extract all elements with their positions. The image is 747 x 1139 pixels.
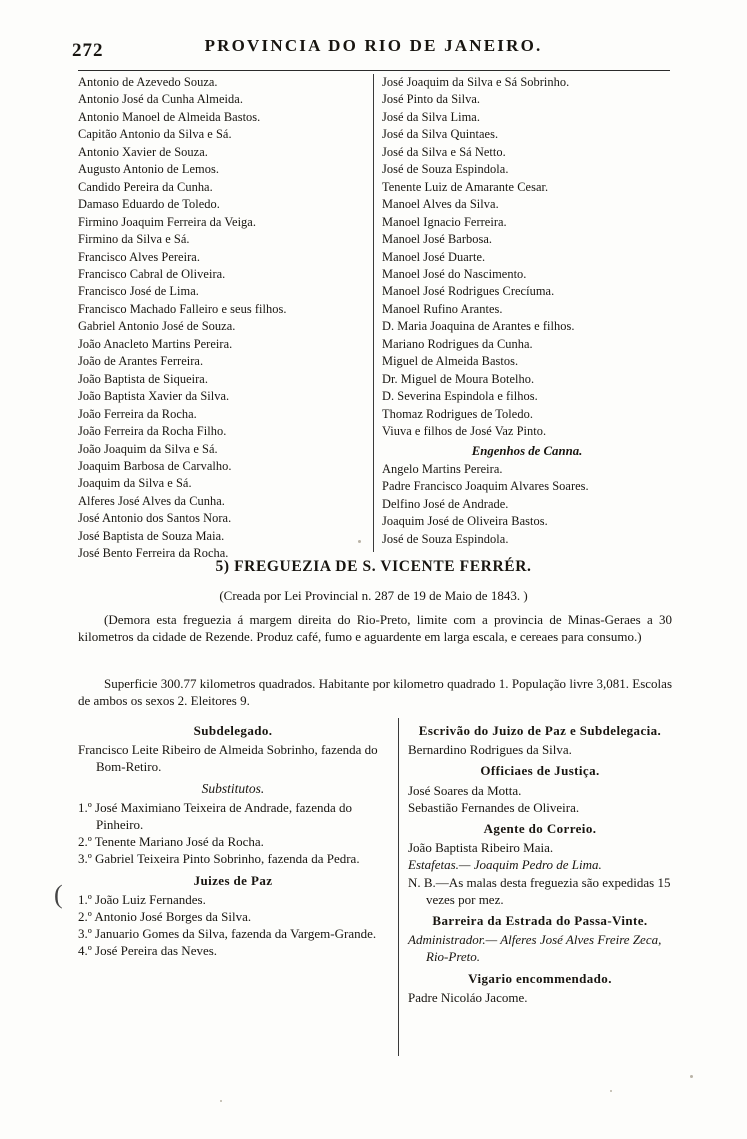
list-item: Antonio de Azevedo Souza. xyxy=(78,75,218,89)
header-rule xyxy=(78,70,670,71)
page-speck xyxy=(358,540,361,543)
list-item: Manoel Rufino Arantes. xyxy=(382,301,503,316)
list-item: Angelo Martins Pereira. xyxy=(382,461,503,476)
page-speck xyxy=(690,1075,693,1078)
page-folio: 272 xyxy=(72,40,104,61)
list-item: Francisco José de Lima. xyxy=(78,284,199,299)
list-item: Manoel Alves da Silva. xyxy=(382,197,499,212)
name-list-columns xyxy=(78,74,672,561)
agente-entry: João Baptista Ribeiro Maia. xyxy=(408,840,554,856)
list-item: Francisco Machado Falleiro e seus filhos. xyxy=(78,301,287,316)
list-item: Manoel José Duarte. xyxy=(382,249,486,264)
list-item: Firmino Joaquim Ferreira da Veiga. xyxy=(78,214,256,229)
list-item: João Baptista Xavier da Silva. xyxy=(78,389,230,404)
list-item: Viuva e filhos de José Vaz Pinto. xyxy=(382,424,547,439)
page-speck xyxy=(220,1100,222,1102)
offices-column-left xyxy=(78,718,388,960)
list-item: D. Severina Espindola e filhos. xyxy=(382,389,538,404)
list-item: Francisco Alves Pereira. xyxy=(78,249,200,264)
barreira-heading: Barreira da Estrada do Passa-Vinte. xyxy=(432,913,648,929)
margin-mark: ( xyxy=(54,880,63,909)
subdelegado-heading: Subdelegado. xyxy=(193,723,273,738)
list-item: Padre Francisco Joaquim Alvares Soares. xyxy=(382,479,589,494)
list-item: Antonio Xavier de Souza. xyxy=(78,144,208,159)
list-item: José de Souza Espindola. xyxy=(382,531,509,546)
escrivao-entry: Bernardino Rodrigues da Silva. xyxy=(408,742,572,758)
list-item: Antonio Manoel de Almeida Bastos. xyxy=(78,109,261,124)
section-paragraph-2: Superficie 300.77 kilometros quadrados. Habitante por kilometro quadrado 1. População livre 3,081. Escolas de ambos os sexos 2. Eleitores 9. xyxy=(78,676,672,708)
vigario-heading: Vigario encommendado. xyxy=(468,970,612,986)
administrador-entry: Administrador.— Alferes José Alves Freire Zeca, Rio-Preto. xyxy=(408,932,662,965)
offices-column-right xyxy=(408,718,672,1006)
list-item: 2.º Antonio José Borges da Silva. xyxy=(78,909,252,925)
list-item: Thomaz Rodrigues de Toledo. xyxy=(382,406,533,421)
list-item: Gabriel Antonio José de Souza. xyxy=(78,319,236,334)
list-item: Miguel de Almeida Bastos. xyxy=(382,354,519,369)
subdelegado-entry: Francisco Leite Ribeiro de Almeida Sobrinho, fazenda do Bom-Retiro. xyxy=(78,742,378,775)
list-item: Capitão Antonio da Silva e Sá. xyxy=(78,127,232,142)
list-item: Joaquim Barbosa de Carvalho. xyxy=(78,458,232,473)
list-item: João Joaquim da Silva e Sá. xyxy=(78,441,218,456)
list-item: 2.º Tenente Mariano José da Rocha. xyxy=(78,834,264,850)
list-item: Dr. Miguel de Moura Botelho. xyxy=(382,371,535,386)
vigario-entry: Padre Nicoláo Jacome. xyxy=(408,989,528,1005)
list-item: Tenente Luiz de Amarante Cesar. xyxy=(382,179,549,194)
list-item: José Antonio dos Santos Nora. xyxy=(78,511,232,526)
offices-columns xyxy=(78,718,672,1058)
list-item: 4.º José Pereira das Neves. xyxy=(78,943,218,959)
list-item: Damaso Eduardo de Toledo. xyxy=(78,197,220,212)
page-header xyxy=(0,36,747,56)
list-item: José de Souza Espindola. xyxy=(382,162,509,177)
offices-column-divider xyxy=(398,718,399,1056)
agente-do-correio-heading: Agente do Correio. xyxy=(483,821,597,837)
list-item: Manoel José do Nascimento. xyxy=(382,266,527,281)
page-speck xyxy=(610,1090,612,1092)
substitutos-heading: Substitutos. xyxy=(201,780,265,796)
list-item: Firmino da Silva e Sá. xyxy=(78,232,190,247)
list-item: 1.º João Luiz Fernandes. xyxy=(78,891,206,907)
list-item: Augusto Antonio de Lemos. xyxy=(78,162,219,177)
list-item: José da Silva Lima. xyxy=(382,109,480,124)
nota-bene: N. B.—As malas desta freguezia são expedidas 15 vezes por mez. xyxy=(408,874,671,907)
list-item: José da Silva e Sá Netto. xyxy=(382,144,506,159)
name-column-left xyxy=(78,74,368,563)
list-item: José da Silva Quintaes. xyxy=(382,127,499,142)
list-item: Joaquim José de Oliveira Bastos. xyxy=(382,514,548,529)
page-header-title: PROVINCIA DO RIO DE JANEIRO. xyxy=(204,36,543,55)
list-item: José Bento Ferreira da Rocha. xyxy=(78,546,229,561)
list-item: João de Arantes Ferreira. xyxy=(78,354,204,369)
name-column-right xyxy=(382,74,672,548)
juizes-de-paz-heading: Juizes de Paz xyxy=(193,872,273,888)
list-item: D. Maria Joaquina de Arantes e filhos. xyxy=(382,319,575,334)
list-item: Manoel Ignacio Ferreira. xyxy=(382,214,507,229)
list-item: João Ferreira da Rocha Filho. xyxy=(78,424,227,439)
list-item: Manoel José Rodrigues Crecíuma. xyxy=(382,284,555,299)
list-item: Antonio José da Cunha Almeida. xyxy=(78,92,243,107)
list-item: José Pinto da Silva. xyxy=(382,92,481,107)
escrivao-heading: Escrivão do Juizo de Paz e Subdelegacia. xyxy=(418,723,662,738)
list-item: Joaquim da Silva e Sá. xyxy=(78,476,192,491)
list-item: Manoel José Barbosa. xyxy=(382,232,493,247)
list-item: Sebastião Fernandes de Oliveira. xyxy=(408,799,580,815)
list-item: Francisco Cabral de Oliveira. xyxy=(78,266,226,281)
list-item: 1.º José Maximiano Teixeira de Andrade, fazenda do Pinheiro. xyxy=(78,799,352,833)
section-title: 5) FREGUEZIA DE S. VICENTE FERRÉR. xyxy=(215,558,532,575)
list-item: Candido Pereira da Cunha. xyxy=(78,179,213,194)
engenhos-de-canna-heading: Engenhos de Canna. xyxy=(471,443,583,458)
list-item: Mariano Rodrigues da Cunha. xyxy=(382,336,533,351)
list-item: José Joaquim da Silva e Sá Sobrinho. xyxy=(382,75,570,89)
section-paragraph-1: (Demora esta freguezia á margem direita do Rio-Preto, limite com a provincia de Minas-Geraes a 30 kilometros da cidade de Rezende. Produz café, fumo e aguardente em larga escala, e cereaes para consumo.) xyxy=(78,612,672,644)
list-item: José Baptista de Souza Maia. xyxy=(78,528,225,543)
list-item: José Soares da Motta. xyxy=(408,782,522,798)
officiaes-de-justica-heading: Officiaes de Justiça. xyxy=(480,763,600,779)
list-item: João Baptista de Siqueira. xyxy=(78,371,208,386)
list-item: Delfino José de Andrade. xyxy=(382,496,509,511)
list-item: João Ferreira da Rocha. xyxy=(78,406,197,421)
section-subtitle: (Creada por Lei Provincial n. 287 de 19 de Maio de 1843. ) xyxy=(219,588,528,603)
list-item: João Anacleto Martins Pereira. xyxy=(78,336,233,351)
list-item: 3.º Gabriel Teixeira Pinto Sobrinho, fazenda da Pedra. xyxy=(78,851,360,867)
list-item: Alferes José Alves da Cunha. xyxy=(78,493,225,508)
estafetas-entry: Estafetas.— Joaquim Pedro de Lima. xyxy=(408,857,602,873)
column-divider xyxy=(373,74,374,552)
list-item: 3.º Januario Gomes da Silva, fazenda da Vargem-Grande. xyxy=(78,926,377,942)
